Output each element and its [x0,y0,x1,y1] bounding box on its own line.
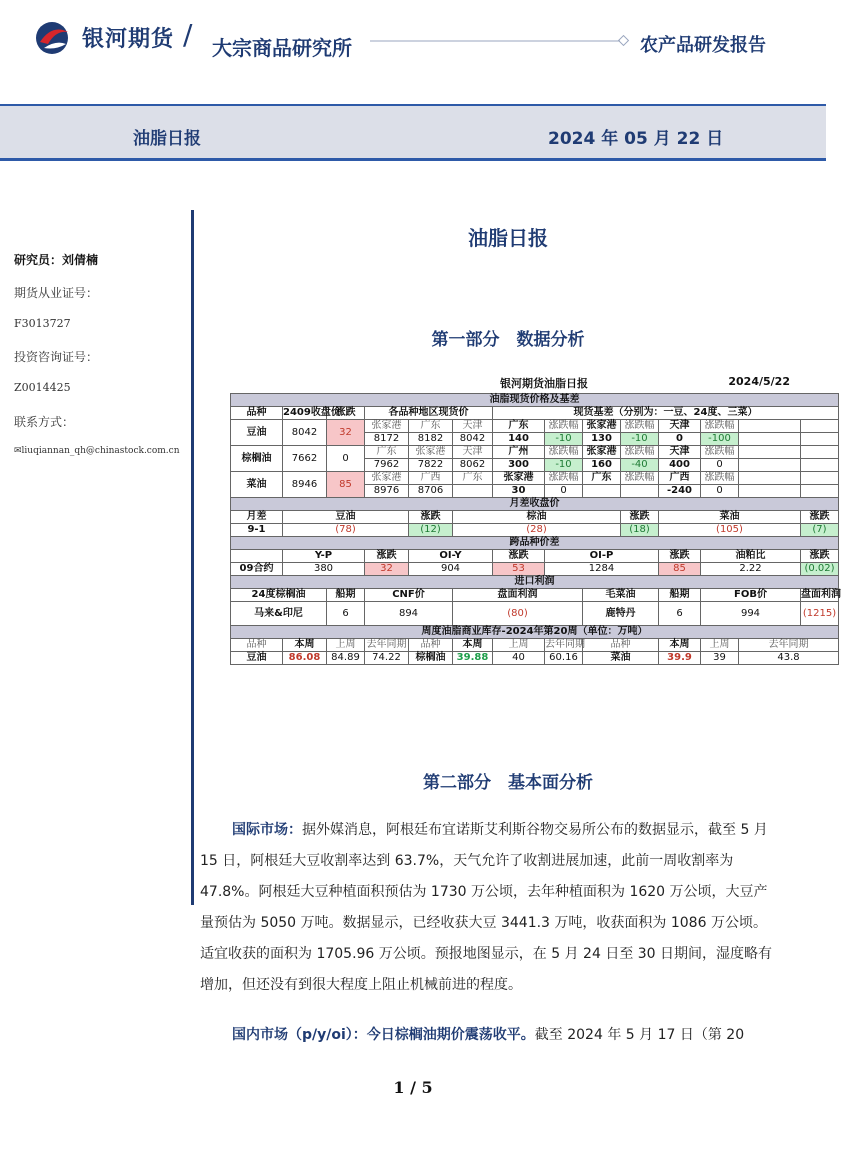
section-row: 油脂现货价格及基差 [231,394,839,407]
table-header-row: 品种 本周 上周 去年同期 品种 本周 上周 去年同期 品种 本周 上周 去年同期 [231,639,839,652]
section-row: 月差收盘价 [231,498,839,511]
license-label: 期货从业证号： [14,286,99,300]
table-header-row: 品种 2409收盘价 涨跌 各品种地区现货价 现货基差（分别为：一豆、24度、三菜） [231,407,839,420]
data-table [230,393,839,665]
page-number: 1 / 5 [393,1078,433,1097]
table-row: 09合约 380 32 904 53 1284 85 2.22 (0.02) [231,563,839,576]
license-number: F3013727 [14,317,71,330]
table-row: 马来&印尼 6 894 (80) 鹿特丹 6 994 (1215) [231,602,839,626]
header-rule [370,36,630,46]
band-title: 油脂日报 [133,129,201,149]
table-row: 豆油 8042 32 张家港 广东 天津 广东 涨跌幅 张家港 涨跌幅 天津 涨跌幅 [231,420,839,433]
section-row: 进口利润 [231,576,839,589]
domestic-market-paragraph [200,1020,780,1051]
table-row: 豆油 86.08 84.89 74.22 棕榈油 39.88 40 60.16 菜油 39.9 39 43.8 [231,652,839,665]
institute-name: 大宗商品研究所 [212,36,352,60]
section-row: 跨品种价差 [231,537,839,550]
table-row: 9-1 (78) (12) (28) (18) (105) (7) [231,524,839,537]
report-date: 2024 年 05 月 22 日 [548,129,724,149]
table-row: 棕榈油 7662 0 广东 张家港 天津 广州 涨跌幅 张家港 涨跌幅 天津 涨跌幅 [231,446,839,459]
table-title: 银河期货油脂日报 [500,377,588,390]
intl-market-text: 据外媒消息，阿根廷布宜诺斯艾利斯谷物交易所公布的数据显示，截至 5 月 15 日，阿根廷大豆收割率达到 63.7%，天气允许了收割进展加速，此前一周收割率为 47.8%。阿根廷大豆种植面积预估为 1730 万公顷，去年种植面积为 1620 万公顷，大豆产量预估为 5050 万吨。数据显示，已经收获大豆 3441.3 万吨，收获面积为 1086 万公顷。适宜收获的面积为 1705.96 万公顷。预报地图显示，在 5 月 24 日至 30 日期间，湿度略有增加，但还没有到很大程度上阻止机械前进的程度。 [200,822,773,993]
section-row: 周度油脂商业库存-2024年第20周（单位：万吨） [231,626,839,639]
section-heading-fundamentals: 第二部分 基本面分析 [423,773,593,793]
table-header-row: Y-P 涨跌 OI-Y 涨跌 OI-P 涨跌 油粕比 涨跌 [231,550,839,563]
page-title: 油脂日报 [468,226,548,250]
table-row: 8172 8182 8042 140 -10 130 -10 0 -100 [231,433,839,446]
intl-market-label: 国际市场： [232,822,302,838]
table-title-row [230,375,798,393]
company-logo-icon [34,20,74,56]
contact-label: 联系方式： [14,415,75,429]
table-row: 7962 7822 8062 300 -10 160 -40 400 0 [231,459,839,472]
mail-icon: ✉ [14,446,22,456]
table-row: 8976 8706 30 0 -240 0 [231,485,839,498]
table-header-row: 24度棕榈油 船期 CNF价 盘面利润 毛菜油 船期 FOB价 盘面利润 [231,589,839,602]
intl-market-paragraph [200,815,780,1001]
table-header-row: 月差 豆油 涨跌 棕油 涨跌 菜油 涨跌 [231,511,839,524]
brand-name: 银河期货 [82,27,175,52]
report-type: 农产品研发报告 [640,35,766,56]
contact-email[interactable] [14,446,180,456]
consult-label: 投资咨询证号： [14,350,99,364]
table-date: 2024/5/22 [728,375,790,388]
section-heading-data: 第一部分 数据分析 [431,330,585,350]
domestic-market-text: 截至 2024 年 5 月 17 日（第 20 [534,1027,745,1043]
band-bottom-line [0,158,826,161]
header-divider: / [183,18,193,51]
table-row: 菜油 8946 85 张家港 广西 广东 张家港 涨跌幅 广东 涨跌幅 广西 涨跌幅 [231,472,839,485]
email-text: liuqiannan_qh@chinastock.com.cn [21,446,180,456]
oil-daily-table [230,375,841,665]
consult-number: Z0014425 [14,381,71,394]
domestic-market-label: 国内市场（p/y/oi）：今日棕榈油期价震荡收平。 [232,1027,535,1043]
researcher: 研究员：刘倩楠 [14,253,99,267]
sidebar-divider [191,210,194,905]
